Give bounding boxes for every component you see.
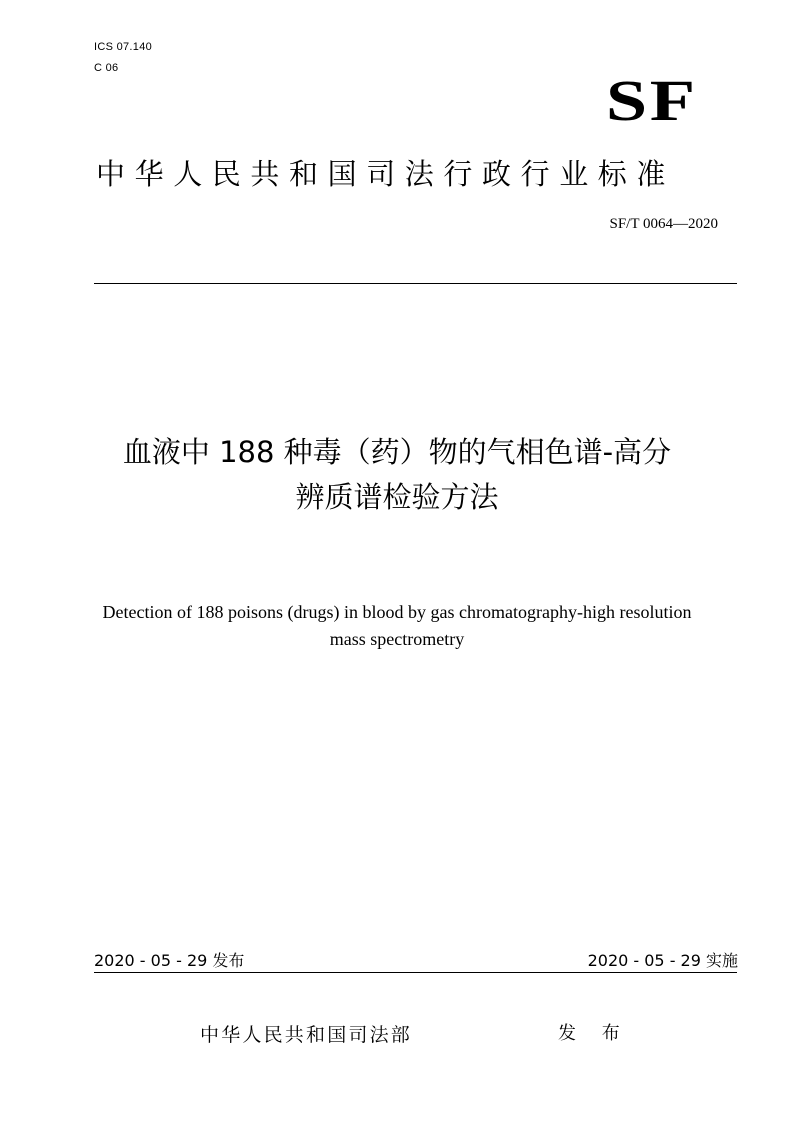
title-english-line-2: mass spectrometry	[329, 629, 465, 649]
title-english-line-1: Detection of 188 poisons (drugs) in blood by gas chromatography-high resolution	[102, 602, 692, 622]
header-divider	[94, 283, 737, 284]
publish-date: 2020 - 05 - 29 发布	[94, 951, 245, 970]
issuing-authority: 中华人民共和国司法部	[200, 1024, 413, 1046]
title-chinese-line-2: 辨质谱检验方法	[295, 480, 499, 514]
ccs-code: C 06	[94, 62, 119, 74]
standard-number: SF/T 0064—2020	[609, 216, 718, 232]
footer-divider	[94, 972, 737, 973]
standard-category: 中华人民共和国司法行政行业标准	[96, 157, 676, 191]
ics-code: ICS 07.140	[94, 41, 153, 53]
implementation-date: 2020 - 05 - 29 实施	[587, 951, 738, 970]
title-chinese-line-1: 血液中 188 种毒（药）物的气相色谱-高分	[122, 435, 672, 469]
issue-label: 发 布	[558, 1023, 630, 1044]
sf-logo: SF	[606, 68, 698, 133]
